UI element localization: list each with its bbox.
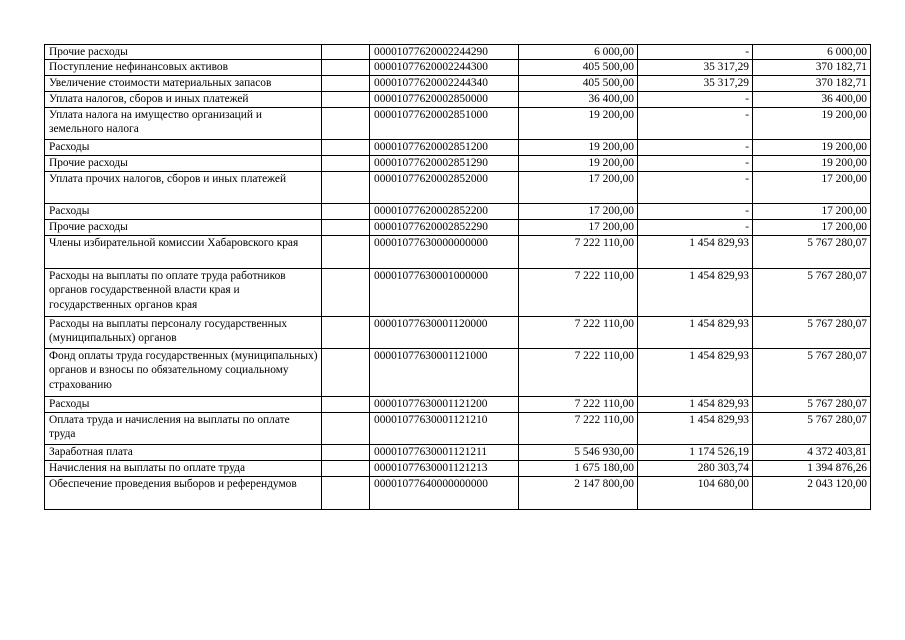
row-remainder-cell: 19 200,00 xyxy=(753,140,871,156)
row-blank-cell xyxy=(322,60,370,76)
row-name-cell: Заработная плата xyxy=(45,445,322,461)
row-plan-cell: 17 200,00 xyxy=(519,172,638,204)
row-executed-cell: 104 680,00 xyxy=(638,477,753,510)
row-plan-cell: 36 400,00 xyxy=(519,92,638,108)
row-code-cell: 00001077620002852200 xyxy=(370,204,519,220)
row-name-cell: Уплата прочих налогов, сборов и иных платежей xyxy=(45,172,322,204)
row-code-cell: 00001077630001121213 xyxy=(370,461,519,477)
row-executed-cell: - xyxy=(638,108,753,140)
row-executed-cell: 1 454 829,93 xyxy=(638,349,753,397)
row-code-cell: 00001077630001121200 xyxy=(370,397,519,413)
row-remainder-cell: 6 000,00 xyxy=(753,45,871,60)
row-plan-cell: 405 500,00 xyxy=(519,76,638,92)
row-remainder-cell: 17 200,00 xyxy=(753,220,871,236)
row-remainder-cell: 36 400,00 xyxy=(753,92,871,108)
row-name-cell: Расходы xyxy=(45,204,322,220)
row-executed-cell: 1 454 829,93 xyxy=(638,397,753,413)
row-blank-cell xyxy=(322,172,370,204)
row-executed-cell: - xyxy=(638,172,753,204)
row-plan-cell: 19 200,00 xyxy=(519,156,638,172)
row-plan-cell: 17 200,00 xyxy=(519,220,638,236)
row-executed-cell: 1 454 829,93 xyxy=(638,236,753,269)
row-plan-cell: 7 222 110,00 xyxy=(519,413,638,445)
row-remainder-cell: 19 200,00 xyxy=(753,156,871,172)
row-plan-cell: 7 222 110,00 xyxy=(519,236,638,269)
budget-sheet xyxy=(44,44,870,510)
row-code-cell: 00001077620002244300 xyxy=(370,60,519,76)
row-remainder-cell: 17 200,00 xyxy=(753,204,871,220)
table-row xyxy=(45,204,871,220)
table-row xyxy=(45,445,871,461)
row-remainder-cell: 5 767 280,07 xyxy=(753,413,871,445)
row-blank-cell xyxy=(322,461,370,477)
table-row xyxy=(45,477,871,510)
row-blank-cell xyxy=(322,236,370,269)
row-code-cell: 00001077640000000000 xyxy=(370,477,519,510)
row-plan-cell: 17 200,00 xyxy=(519,204,638,220)
row-executed-cell: - xyxy=(638,204,753,220)
row-executed-cell: 35 317,29 xyxy=(638,76,753,92)
table-row xyxy=(45,92,871,108)
row-executed-cell: - xyxy=(638,92,753,108)
row-remainder-cell: 2 043 120,00 xyxy=(753,477,871,510)
row-blank-cell xyxy=(322,445,370,461)
row-remainder-cell: 5 767 280,07 xyxy=(753,397,871,413)
row-name-cell: Расходы на выплаты по оплате труда работников органов государственной власти края и государственных органов края xyxy=(45,269,322,317)
row-code-cell: 00001077620002852290 xyxy=(370,220,519,236)
row-blank-cell xyxy=(322,140,370,156)
row-executed-cell: - xyxy=(638,45,753,60)
table-row xyxy=(45,349,871,397)
row-code-cell: 00001077620002244340 xyxy=(370,76,519,92)
row-name-cell: Уплата налога на имущество организаций и земельного налога xyxy=(45,108,322,140)
row-name-cell: Прочие расходы xyxy=(45,156,322,172)
row-blank-cell xyxy=(322,477,370,510)
row-blank-cell xyxy=(322,269,370,317)
table-body xyxy=(45,45,871,510)
row-executed-cell: 280 303,74 xyxy=(638,461,753,477)
row-name-cell: Прочие расходы xyxy=(45,220,322,236)
table-row xyxy=(45,413,871,445)
table-row xyxy=(45,269,871,317)
row-blank-cell xyxy=(322,76,370,92)
row-name-cell: Расходы xyxy=(45,140,322,156)
table-row xyxy=(45,76,871,92)
row-code-cell: 00001077630001120000 xyxy=(370,317,519,349)
row-code-cell: 00001077630001121000 xyxy=(370,349,519,397)
row-executed-cell: 35 317,29 xyxy=(638,60,753,76)
row-remainder-cell: 370 182,71 xyxy=(753,76,871,92)
row-code-cell: 00001077630000000000 xyxy=(370,236,519,269)
row-remainder-cell: 5 767 280,07 xyxy=(753,317,871,349)
table-row xyxy=(45,397,871,413)
row-blank-cell xyxy=(322,45,370,60)
row-blank-cell xyxy=(322,204,370,220)
row-plan-cell: 7 222 110,00 xyxy=(519,317,638,349)
row-executed-cell: - xyxy=(638,140,753,156)
budget-execution-table xyxy=(44,44,871,510)
row-blank-cell xyxy=(322,108,370,140)
row-code-cell: 00001077630001000000 xyxy=(370,269,519,317)
row-executed-cell: 1 454 829,93 xyxy=(638,413,753,445)
row-blank-cell xyxy=(322,413,370,445)
table-row xyxy=(45,236,871,269)
row-name-cell: Расходы xyxy=(45,397,322,413)
row-plan-cell: 7 222 110,00 xyxy=(519,269,638,317)
table-row xyxy=(45,461,871,477)
row-name-cell: Члены избирательной комиссии Хабаровского края xyxy=(45,236,322,269)
row-plan-cell: 19 200,00 xyxy=(519,140,638,156)
table-row xyxy=(45,45,871,60)
row-remainder-cell: 17 200,00 xyxy=(753,172,871,204)
row-name-cell: Начисления на выплаты по оплате труда xyxy=(45,461,322,477)
row-name-cell: Увеличение стоимости материальных запасов xyxy=(45,76,322,92)
row-name-cell: Оплата труда и начисления на выплаты по оплате труда xyxy=(45,413,322,445)
row-blank-cell xyxy=(322,397,370,413)
row-plan-cell: 19 200,00 xyxy=(519,108,638,140)
row-remainder-cell: 19 200,00 xyxy=(753,108,871,140)
row-code-cell: 00001077620002851290 xyxy=(370,156,519,172)
row-remainder-cell: 1 394 876,26 xyxy=(753,461,871,477)
row-name-cell: Обеспечение проведения выборов и референдумов xyxy=(45,477,322,510)
row-code-cell: 00001077620002851200 xyxy=(370,140,519,156)
row-plan-cell: 405 500,00 xyxy=(519,60,638,76)
row-name-cell: Прочие расходы xyxy=(45,45,322,60)
row-remainder-cell: 370 182,71 xyxy=(753,60,871,76)
table-row xyxy=(45,140,871,156)
row-name-cell: Расходы на выплаты персоналу государственных (муниципальных) органов xyxy=(45,317,322,349)
row-executed-cell: 1 454 829,93 xyxy=(638,269,753,317)
row-plan-cell: 5 546 930,00 xyxy=(519,445,638,461)
row-plan-cell: 6 000,00 xyxy=(519,45,638,60)
row-blank-cell xyxy=(322,92,370,108)
row-code-cell: 00001077630001121211 xyxy=(370,445,519,461)
row-plan-cell: 2 147 800,00 xyxy=(519,477,638,510)
row-plan-cell: 7 222 110,00 xyxy=(519,349,638,397)
row-code-cell: 00001077620002852000 xyxy=(370,172,519,204)
row-name-cell: Поступление нефинансовых активов xyxy=(45,60,322,76)
row-plan-cell: 1 675 180,00 xyxy=(519,461,638,477)
table-row xyxy=(45,156,871,172)
row-code-cell: 00001077630001121210 xyxy=(370,413,519,445)
row-remainder-cell: 5 767 280,07 xyxy=(753,236,871,269)
row-name-cell: Уплата налогов, сборов и иных платежей xyxy=(45,92,322,108)
row-blank-cell xyxy=(322,349,370,397)
row-code-cell: 00001077620002244290 xyxy=(370,45,519,60)
row-executed-cell: - xyxy=(638,220,753,236)
row-remainder-cell: 5 767 280,07 xyxy=(753,269,871,317)
row-blank-cell xyxy=(322,156,370,172)
table-row xyxy=(45,220,871,236)
row-remainder-cell: 5 767 280,07 xyxy=(753,349,871,397)
row-code-cell: 00001077620002850000 xyxy=(370,92,519,108)
row-executed-cell: 1 454 829,93 xyxy=(638,317,753,349)
row-executed-cell: 1 174 526,19 xyxy=(638,445,753,461)
table-row xyxy=(45,60,871,76)
table-row xyxy=(45,108,871,140)
table-row xyxy=(45,317,871,349)
row-plan-cell: 7 222 110,00 xyxy=(519,397,638,413)
table-row xyxy=(45,172,871,204)
row-name-cell: Фонд оплаты труда государственных (муниципальных) органов и взносы по обязательному социальному страхованию xyxy=(45,349,322,397)
row-code-cell: 00001077620002851000 xyxy=(370,108,519,140)
row-executed-cell: - xyxy=(638,156,753,172)
row-blank-cell xyxy=(322,317,370,349)
row-remainder-cell: 4 372 403,81 xyxy=(753,445,871,461)
row-blank-cell xyxy=(322,220,370,236)
